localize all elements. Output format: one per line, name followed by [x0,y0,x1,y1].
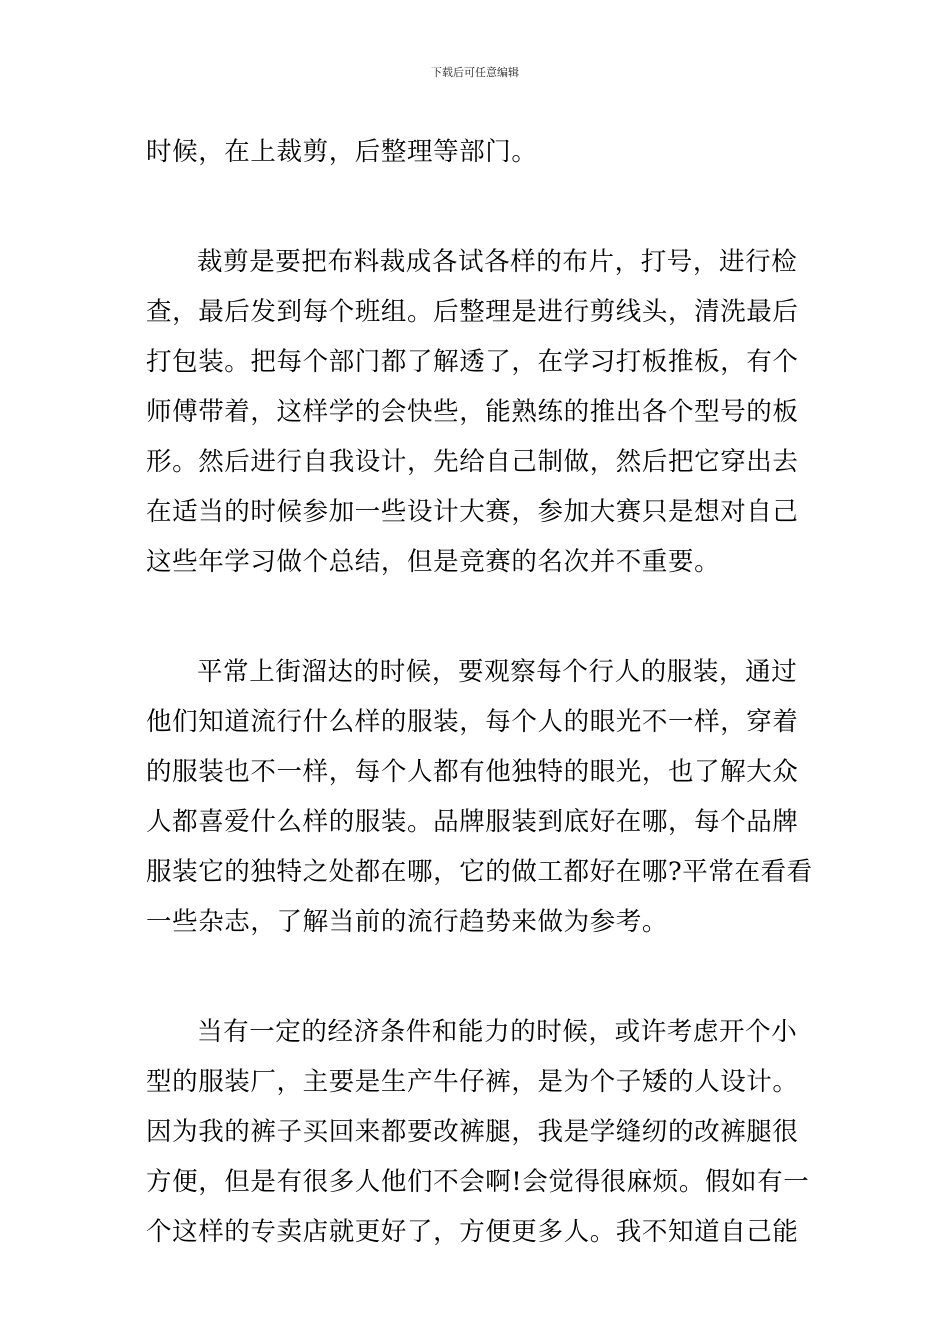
paragraph-gap [146,947,816,1007]
text-line: 方便，但是有很多人他们不会啊!会觉得很麻烦。假如有一 [146,1167,810,1197]
paragraph [146,237,816,587]
paragraph [146,1007,816,1257]
text-line: 查，最后发到每个班组。后整理是进行剪线头，清洗最后 [146,297,799,327]
text-line: 师傅带着，这样学的会快些，能熟练的推出各个型号的板 [146,397,799,427]
text-line: 型的服装厂，主要是生产牛仔裤，是为个子矮的人设计。 [146,1067,799,1097]
paragraph [146,647,816,947]
paragraph [146,127,816,177]
text-line: 平常上街溜达的时候，要观察每个行人的服装，通过 [197,657,798,687]
text-line: 形。然后进行自我设计，先给自己制做，然后把它穿出去 [146,447,799,477]
paragraph-gap [146,177,816,237]
paragraph-gap [146,587,816,647]
text-line: 服装它的独特之处都在哪，它的做工都好在哪?平常在看看 [146,857,813,887]
text-line: 个这样的专卖店就更好了，方便更多人。我不知道自己能 [146,1217,799,1247]
document-body [146,127,816,1257]
text-line: 当有一定的经济条件和能力的时候，或许考虑开个小 [197,1017,798,1047]
text-line: 时候，在上裁剪，后整理等部门。 [146,137,538,167]
text-line: 在适当的时候参加一些设计大赛，参加大赛只是想对自己 [146,497,799,527]
text-line: 裁剪是要把布料裁成各试各样的布片，打号，进行检 [197,247,798,277]
text-line: 一些杂志，了解当前的流行趋势来做为参考。 [146,907,669,937]
text-line: 的服装也不一样，每个人都有他独特的眼光，也了解大众 [146,757,799,787]
text-line: 因为我的裤子买回来都要改裤腿，我是学缝纫的改裤腿很 [146,1117,799,1147]
text-line: 他们知道流行什么样的服装，每个人的眼光不一样，穿着 [146,707,799,737]
text-line: 这些年学习做个总结，但是竞赛的名次并不重要。 [146,547,721,577]
text-line: 人都喜爱什么样的服装。品牌服装到底好在哪，每个品牌 [146,807,799,837]
text-line: 打包装。把每个部门都了解透了，在学习打板推板，有个 [146,347,799,377]
page-header-note: 下载后可任意编辑 [431,66,519,79]
